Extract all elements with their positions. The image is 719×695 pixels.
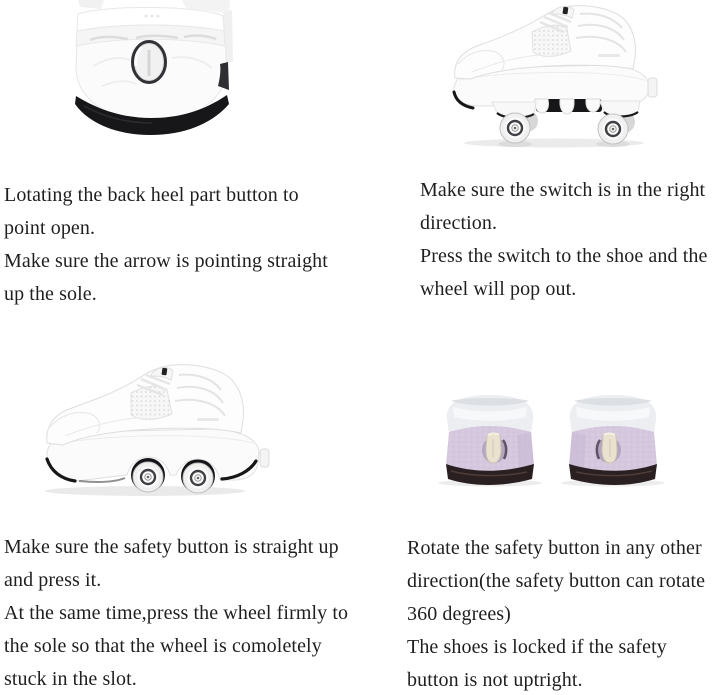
caption-line: direction(the safety button can rotate — [407, 570, 706, 592]
side-brand-text — [197, 418, 219, 421]
instructions-switch-direction — [420, 174, 719, 306]
caption-line: direction. — [420, 212, 498, 234]
caption-line: stuck in the slot. — [4, 668, 137, 690]
caption-line: Make sure the switch is in the right — [420, 179, 706, 201]
heel-with-safety-button-mirrored — [561, 395, 665, 487]
caption-line: Lotating the back heel part button to — [4, 184, 299, 206]
tongue-logo-tag — [161, 368, 167, 376]
caption-line: and press it. — [4, 569, 102, 591]
instructions-retract-wheels — [4, 531, 399, 695]
band-edge-shade — [517, 432, 534, 470]
shoe-fragment — [78, 0, 104, 9]
heel-with-safety-button — [438, 395, 542, 487]
roller-wheel-icon — [183, 463, 213, 493]
heel-pair-illustration — [437, 393, 667, 487]
caption-line: Rotate the safety button in any other — [407, 537, 702, 559]
roller-wheel-icon — [598, 114, 628, 144]
caption-line: point open. — [4, 217, 96, 239]
heel-switch-tab — [648, 78, 657, 97]
heel-closeup-illustration — [72, 0, 233, 135]
caption-line: the sole so that the wheel is comoletely — [4, 635, 322, 657]
shoe-wheels-out-illustration — [452, 2, 662, 148]
embossed-dots — [145, 15, 160, 18]
tongue-logo-tag — [562, 7, 568, 15]
caption-line: At the same time,press the wheel firmly to — [4, 602, 349, 624]
roller-wheel-icon — [500, 113, 530, 143]
caption-line: button is not uptright. — [407, 669, 583, 691]
caption-line: The shoes is locked if the safety — [407, 636, 667, 658]
instructions-open-heel-button — [4, 179, 374, 311]
side-brand-text — [598, 54, 620, 57]
caption-line: Make sure the safety button is straight up — [4, 536, 339, 558]
caption-line: Press the switch to the shoe and the — [420, 245, 708, 267]
caption-line: Make sure the arrow is pointing straight — [4, 250, 328, 272]
photo-heel-closeup — [72, 0, 233, 140]
photo-shoe-wheels-out — [452, 2, 662, 153]
caption-line: wheel will pop out. — [420, 278, 577, 300]
roller-wheel-icon — [133, 462, 163, 492]
caption-line: up the sole. — [4, 283, 97, 305]
heel-button-icon — [131, 40, 167, 84]
bracket-teeth — [535, 99, 600, 114]
mesh-dots — [532, 25, 571, 56]
shoe-wheels-retracted-illustration — [45, 363, 272, 498]
photo-shoe-wheels-retracted — [45, 363, 272, 503]
heel-switch-tab — [260, 449, 269, 467]
instructions-lock-safety-button — [407, 532, 719, 695]
caption-line: 360 degrees) — [407, 603, 511, 625]
photo-heel-pair — [437, 393, 667, 492]
